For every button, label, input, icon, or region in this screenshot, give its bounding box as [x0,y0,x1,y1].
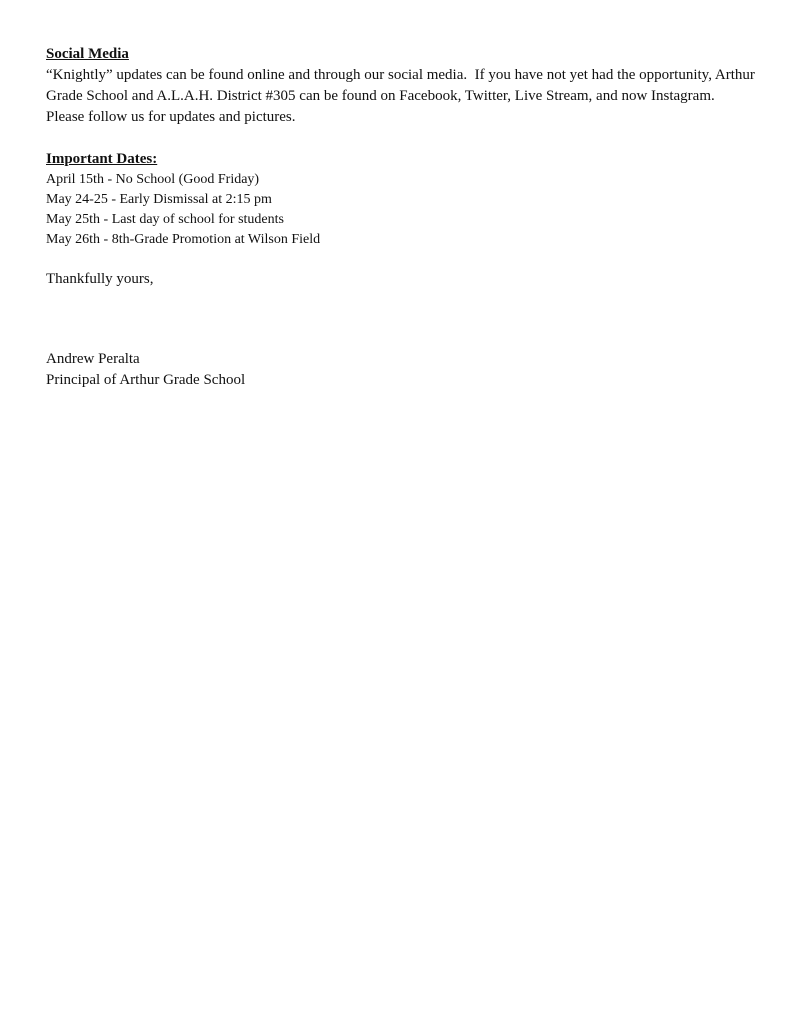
social-media-section [46,44,759,128]
date-item: May 26th - 8th-Grade Promotion at Wilson Field [46,232,321,247]
date-item: May 24-25 - Early Dismissal at 2:15 pm [46,192,272,207]
signer-title: Principal of Arthur Grade School [46,372,246,388]
signature-block [46,349,756,391]
closing-line: Thankfully yours, [46,271,154,287]
social-media-paragraph: “Knightly” updates can be found online and through our social media. If you have not yet had the opportunity, Arthur Grade School and A.L.A.H. District #305 can be found on Facebook, Twitter, Live Stream, and now Instagram. Please follow us for updates and pictures. [46,67,759,125]
important-dates-heading: Important Dates: [46,151,158,167]
date-item: May 25th - Last day of school for students [46,212,284,227]
important-dates-list [46,170,756,250]
social-media-heading: Social Media [46,46,129,62]
signer-name: Andrew Peralta [46,351,140,367]
date-item: April 15th - No School (Good Friday) [46,172,260,187]
signature-space [46,290,756,349]
letter-content [46,44,759,391]
important-dates-section [46,149,756,250]
